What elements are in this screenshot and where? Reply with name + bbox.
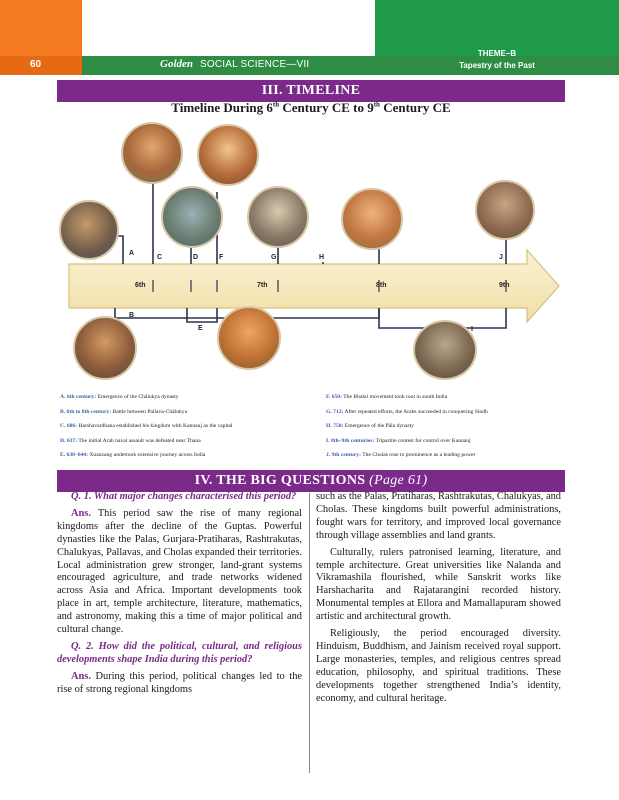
event-label-h: H bbox=[319, 254, 325, 261]
legend-item: D. 637: The initial Arab naval assault was defeated near Thana bbox=[60, 437, 201, 444]
illustration-h bbox=[341, 188, 403, 250]
answer-2-start bbox=[57, 671, 302, 697]
illustration-j bbox=[475, 180, 535, 240]
brand-logo: Golden bbox=[160, 58, 193, 70]
event-label-a: A bbox=[129, 250, 135, 257]
legend-item: A. 6th century: Emergence of the Chālukya dynasty bbox=[60, 394, 179, 400]
answer-1 bbox=[57, 508, 302, 637]
illustration-g bbox=[247, 186, 309, 248]
answer-2-label: Ans. bbox=[71, 670, 91, 682]
event-label-g: G bbox=[271, 254, 277, 261]
legend-item: G. 712: After repeated efforts, the Arabs succeeded in conquering Sindh bbox=[326, 408, 488, 415]
timeline-heading-sup2: th bbox=[373, 100, 380, 109]
illustration-i bbox=[413, 320, 477, 380]
illustration-a bbox=[59, 200, 119, 260]
timeline-heading-mid: Century CE to 9 bbox=[279, 100, 374, 115]
legend-item: H. 750: Emergence of the Pāla dynasty bbox=[326, 423, 414, 429]
page-number: 60 bbox=[30, 59, 42, 70]
century-9th: 9th bbox=[499, 282, 510, 289]
legend-item: I. 8th–9th centuries: Tripartite contest for control over Kannauj bbox=[326, 437, 471, 444]
event-label-c: C bbox=[157, 254, 163, 261]
answer-2-start-text: During this period, political changes led to the rise of strong regional kingdoms bbox=[57, 670, 302, 695]
question-1: Q. 1. What major changes characterised this period? bbox=[71, 491, 297, 502]
illustration-f bbox=[197, 124, 259, 186]
book-title: SOCIAL SCIENCE—VII bbox=[200, 59, 310, 70]
century-7th: 7th bbox=[257, 282, 268, 289]
timeline-heading bbox=[57, 100, 565, 116]
answer-2-culture: Culturally, rulers patronised learning, literature, and temple architecture. Great universities like Nalanda and Vikramashila flourished, while Sanskrit works like Harshacharita and Rajatarangini recorded history. Monumental temples at Ellora and Mamallapuram showed artistic and architectural growth. bbox=[316, 546, 561, 623]
connector-e bbox=[187, 308, 217, 322]
event-label-j: J bbox=[499, 254, 503, 261]
event-label-b: B bbox=[129, 312, 135, 319]
right-text-column bbox=[316, 491, 561, 706]
theme-subtitle: Tapestry of the Past bbox=[459, 61, 535, 70]
century-6th: 6th bbox=[135, 282, 146, 289]
question-2: Q. 2. How did the political, cultural, and religious developments shape India during this period? bbox=[57, 640, 302, 665]
illustration-b bbox=[73, 316, 137, 380]
left-text-column bbox=[57, 491, 302, 697]
answer-1-text: This period saw the rise of many regional kingdoms after the decline of the Guptas. Powerful dynasties like the Palas, Gurjara-Pratiharas, Rashtrakutas, Chalukyas, Pallavas, and Cholas expanded their territories. Local administration grew stronger, land-grant systems encouraged agriculture, and trade networks widened across Asia and Africa. Important developments took place in art, temple architecture, literature, mathematics, and astronomy, making this a time of major political and cultural change. bbox=[57, 507, 302, 636]
event-label-i: I bbox=[471, 326, 473, 333]
section4-page-ref: (Page 61) bbox=[369, 473, 428, 488]
section4-title: IV. THE BIG QUESTIONS bbox=[194, 473, 370, 488]
timeline-heading-post: Century CE bbox=[379, 100, 451, 115]
timeline-legend bbox=[60, 394, 565, 468]
event-label-f: F bbox=[219, 254, 224, 261]
legend-item: C. 606: Harshavardhana established his kingdom with Kannauj as the capital bbox=[60, 423, 233, 429]
legend-item: E. 630–644: Xuanzang undertook extensive journey across India bbox=[60, 452, 206, 458]
column-divider bbox=[309, 493, 310, 773]
answer-2-continued: such as the Palas, Pratiharas, Rashtrakutas, Chalukyas, and Cholas. These kingdoms built powerful administrations, fought wars for territory, and improved local governance through village assemblies and land grants. bbox=[316, 491, 561, 541]
century-8th: 8th bbox=[376, 282, 387, 289]
legend-item: J. 9th century: The Cholas rose to prominence as a leading power bbox=[326, 452, 476, 458]
answer-2-religion: Religiously, the period encouraged diversity. Hinduism, Buddhism, and Jainism received royal support. Large monasteries, temples, and religious centres spread education, philosophy, and spiritual traditions. These developments together strengthened India’s identity, economy, and cultural heritage. bbox=[316, 628, 561, 704]
theme-label: THEME–B bbox=[477, 49, 517, 58]
page-header bbox=[0, 0, 619, 75]
illustration-d bbox=[161, 186, 223, 248]
illustration-c bbox=[121, 122, 183, 184]
section-title-timeline: III. TIMELINE bbox=[57, 80, 565, 102]
timeline-heading-pre: Timeline During 6 bbox=[171, 100, 273, 115]
event-label-e: E bbox=[198, 325, 203, 332]
timeline-graphic bbox=[57, 118, 565, 380]
illustration-e bbox=[217, 306, 281, 370]
legend-item: B. 6th to 8th century: Battle between Pallava-Chālukya bbox=[60, 408, 188, 415]
event-label-d: D bbox=[193, 254, 199, 261]
legend-right-column bbox=[326, 394, 576, 467]
timeline-heading-sup1: th bbox=[272, 100, 280, 109]
legend-left-column bbox=[60, 394, 310, 467]
legend-item: F. 650: The Bhakti movement took root in south India bbox=[326, 394, 448, 400]
answer-1-label: Ans. bbox=[71, 507, 91, 519]
section-title-big-questions bbox=[57, 470, 565, 492]
